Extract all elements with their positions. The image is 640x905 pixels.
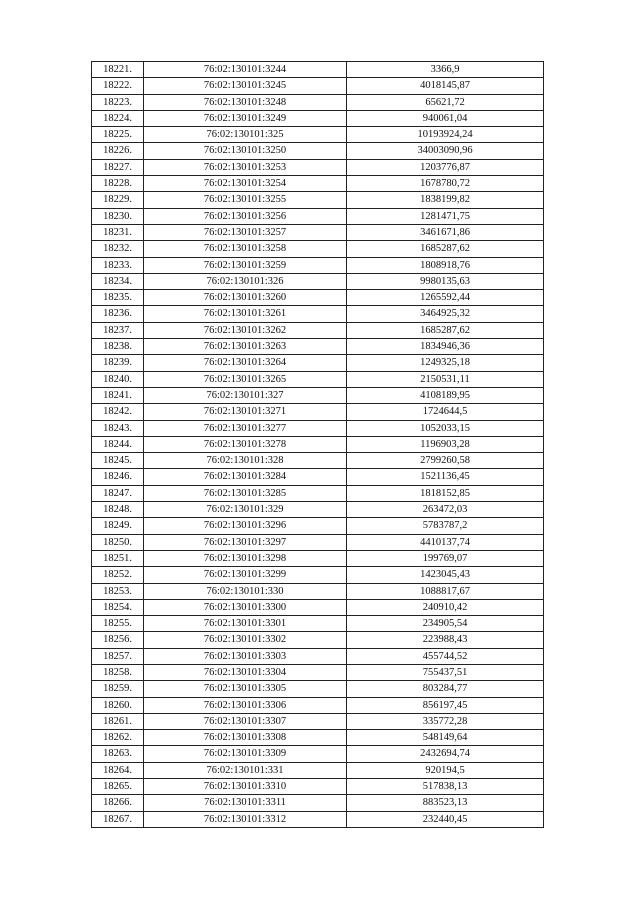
cadastral-number-cell: 76:02:130101:3257 — [144, 224, 347, 240]
cadastral-number-cell: 76:02:130101:3245 — [144, 78, 347, 94]
row-number-cell: 18221. — [92, 62, 144, 78]
cadastral-value-table — [91, 61, 544, 828]
row-number-cell: 18222. — [92, 78, 144, 94]
value-cell: 920194,5 — [347, 762, 544, 778]
cadastral-number-cell: 76:02:130101:3302 — [144, 632, 347, 648]
row-number-cell: 18259. — [92, 681, 144, 697]
value-cell: 940061,04 — [347, 110, 544, 126]
cadastral-number-cell: 76:02:130101:3263 — [144, 339, 347, 355]
value-cell: 1808918,76 — [347, 257, 544, 273]
value-cell: 199769,07 — [347, 550, 544, 566]
row-number-cell: 18242. — [92, 404, 144, 420]
table-row — [92, 290, 544, 306]
value-cell: 1818152,85 — [347, 485, 544, 501]
cadastral-number-cell: 76:02:130101:327 — [144, 387, 347, 403]
table-row — [92, 94, 544, 110]
row-number-cell: 18224. — [92, 110, 144, 126]
table-row — [92, 306, 544, 322]
table-row — [92, 159, 544, 175]
table-row — [92, 697, 544, 713]
table-row — [92, 599, 544, 615]
row-number-cell: 18258. — [92, 664, 144, 680]
table-row — [92, 648, 544, 664]
value-cell: 1724644,5 — [347, 404, 544, 420]
row-number-cell: 18260. — [92, 697, 144, 713]
cadastral-number-cell: 76:02:130101:3250 — [144, 143, 347, 159]
cadastral-number-cell: 76:02:130101:3264 — [144, 355, 347, 371]
cadastral-number-cell: 76:02:130101:3300 — [144, 599, 347, 615]
value-cell: 234905,54 — [347, 616, 544, 632]
table-row — [92, 339, 544, 355]
value-cell: 232440,45 — [347, 811, 544, 827]
table-row — [92, 241, 544, 257]
cadastral-number-cell: 76:02:130101:3262 — [144, 322, 347, 338]
value-cell: 3464925,32 — [347, 306, 544, 322]
table-row — [92, 746, 544, 762]
cadastral-number-cell: 76:02:130101:3249 — [144, 110, 347, 126]
value-cell: 1281471,75 — [347, 208, 544, 224]
row-number-cell: 18254. — [92, 599, 144, 615]
value-cell: 34003090,96 — [347, 143, 544, 159]
value-cell: 263472,03 — [347, 502, 544, 518]
row-number-cell: 18265. — [92, 779, 144, 795]
row-number-cell: 18236. — [92, 306, 144, 322]
cadastral-number-cell: 76:02:130101:3306 — [144, 697, 347, 713]
value-cell: 1203776,87 — [347, 159, 544, 175]
value-cell: 10193924,24 — [347, 127, 544, 143]
value-cell: 1685287,62 — [347, 241, 544, 257]
table-row — [92, 387, 544, 403]
cadastral-number-cell: 76:02:130101:3277 — [144, 420, 347, 436]
row-number-cell: 18223. — [92, 94, 144, 110]
cadastral-number-cell: 76:02:130101:3298 — [144, 550, 347, 566]
value-cell: 2432694,74 — [347, 746, 544, 762]
cadastral-number-cell: 76:02:130101:3305 — [144, 681, 347, 697]
table-row — [92, 176, 544, 192]
table-row — [92, 550, 544, 566]
row-number-cell: 18257. — [92, 648, 144, 664]
cadastral-number-cell: 76:02:130101:3310 — [144, 779, 347, 795]
value-cell: 1052033,15 — [347, 420, 544, 436]
cadastral-number-cell: 76:02:130101:3307 — [144, 713, 347, 729]
row-number-cell: 18248. — [92, 502, 144, 518]
row-number-cell: 18225. — [92, 127, 144, 143]
row-number-cell: 18239. — [92, 355, 144, 371]
cadastral-number-cell: 76:02:130101:328 — [144, 453, 347, 469]
cadastral-number-cell: 76:02:130101:3260 — [144, 290, 347, 306]
row-number-cell: 18243. — [92, 420, 144, 436]
cadastral-number-cell: 76:02:130101:3254 — [144, 176, 347, 192]
table-row — [92, 371, 544, 387]
value-cell: 1521136,45 — [347, 469, 544, 485]
cadastral-number-cell: 76:02:130101:3311 — [144, 795, 347, 811]
table-row — [92, 224, 544, 240]
row-number-cell: 18250. — [92, 534, 144, 550]
row-number-cell: 18227. — [92, 159, 144, 175]
value-cell: 803284,77 — [347, 681, 544, 697]
table-row — [92, 436, 544, 452]
cadastral-number-cell: 76:02:130101:3299 — [144, 567, 347, 583]
cadastral-number-cell: 76:02:130101:329 — [144, 502, 347, 518]
table-row — [92, 567, 544, 583]
row-number-cell: 18263. — [92, 746, 144, 762]
row-number-cell: 18231. — [92, 224, 144, 240]
value-cell: 1088817,67 — [347, 583, 544, 599]
value-cell: 4108189,95 — [347, 387, 544, 403]
table-body — [92, 62, 544, 828]
row-number-cell: 18240. — [92, 371, 144, 387]
value-cell: 4018145,87 — [347, 78, 544, 94]
cadastral-number-cell: 76:02:130101:3308 — [144, 730, 347, 746]
row-number-cell: 18232. — [92, 241, 144, 257]
table-row — [92, 730, 544, 746]
row-number-cell: 18247. — [92, 485, 144, 501]
value-cell: 9980135,63 — [347, 273, 544, 289]
table-row — [92, 257, 544, 273]
cadastral-number-cell: 76:02:130101:3278 — [144, 436, 347, 452]
cadastral-number-cell: 76:02:130101:3285 — [144, 485, 347, 501]
row-number-cell: 18251. — [92, 550, 144, 566]
value-cell: 240910,42 — [347, 599, 544, 615]
cadastral-number-cell: 76:02:130101:3271 — [144, 404, 347, 420]
table-row — [92, 404, 544, 420]
row-number-cell: 18253. — [92, 583, 144, 599]
value-cell: 65621,72 — [347, 94, 544, 110]
row-number-cell: 18266. — [92, 795, 144, 811]
table-row — [92, 811, 544, 827]
value-cell: 517838,13 — [347, 779, 544, 795]
row-number-cell: 18264. — [92, 762, 144, 778]
value-cell: 455744,52 — [347, 648, 544, 664]
cadastral-number-cell: 76:02:130101:3309 — [144, 746, 347, 762]
value-cell: 5783787,2 — [347, 518, 544, 534]
table-row — [92, 469, 544, 485]
table-row — [92, 779, 544, 795]
table-row — [92, 713, 544, 729]
row-number-cell: 18238. — [92, 339, 144, 355]
cadastral-number-cell: 76:02:130101:3253 — [144, 159, 347, 175]
value-cell: 2799260,58 — [347, 453, 544, 469]
value-cell: 223988,43 — [347, 632, 544, 648]
table-row — [92, 485, 544, 501]
cadastral-number-cell: 76:02:130101:331 — [144, 762, 347, 778]
table-row — [92, 110, 544, 126]
table-row — [92, 62, 544, 78]
cadastral-number-cell: 76:02:130101:326 — [144, 273, 347, 289]
row-number-cell: 18267. — [92, 811, 144, 827]
value-cell: 856197,45 — [347, 697, 544, 713]
cadastral-number-cell: 76:02:130101:3255 — [144, 192, 347, 208]
cadastral-number-cell: 76:02:130101:3303 — [144, 648, 347, 664]
table-row — [92, 518, 544, 534]
table-row — [92, 502, 544, 518]
value-cell: 548149,64 — [347, 730, 544, 746]
table-row — [92, 355, 544, 371]
value-cell: 1196903,28 — [347, 436, 544, 452]
row-number-cell: 18228. — [92, 176, 144, 192]
table-row — [92, 322, 544, 338]
row-number-cell: 18226. — [92, 143, 144, 159]
row-number-cell: 18233. — [92, 257, 144, 273]
value-cell: 1685287,62 — [347, 322, 544, 338]
value-cell: 1678780,72 — [347, 176, 544, 192]
cadastral-number-cell: 76:02:130101:3284 — [144, 469, 347, 485]
row-number-cell: 18237. — [92, 322, 144, 338]
cadastral-number-cell: 76:02:130101:3265 — [144, 371, 347, 387]
table-row — [92, 143, 544, 159]
row-number-cell: 18246. — [92, 469, 144, 485]
row-number-cell: 18249. — [92, 518, 144, 534]
table-row — [92, 664, 544, 680]
row-number-cell: 18262. — [92, 730, 144, 746]
value-cell: 2150531,11 — [347, 371, 544, 387]
table-row — [92, 632, 544, 648]
row-number-cell: 18255. — [92, 616, 144, 632]
value-cell: 4410137,74 — [347, 534, 544, 550]
value-cell: 883523,13 — [347, 795, 544, 811]
table-row — [92, 78, 544, 94]
row-number-cell: 18234. — [92, 273, 144, 289]
table-row — [92, 583, 544, 599]
value-cell: 755437,51 — [347, 664, 544, 680]
table-row — [92, 420, 544, 436]
cadastral-number-cell: 76:02:130101:3296 — [144, 518, 347, 534]
cadastral-number-cell: 76:02:130101:3248 — [144, 94, 347, 110]
row-number-cell: 18244. — [92, 436, 144, 452]
row-number-cell: 18245. — [92, 453, 144, 469]
cadastral-number-cell: 76:02:130101:3256 — [144, 208, 347, 224]
table-row — [92, 681, 544, 697]
table-row — [92, 616, 544, 632]
row-number-cell: 18241. — [92, 387, 144, 403]
cadastral-number-cell: 76:02:130101:3312 — [144, 811, 347, 827]
table-row — [92, 127, 544, 143]
row-number-cell: 18261. — [92, 713, 144, 729]
row-number-cell: 18252. — [92, 567, 144, 583]
cadastral-number-cell: 76:02:130101:3259 — [144, 257, 347, 273]
value-cell: 1838199,82 — [347, 192, 544, 208]
table-row — [92, 453, 544, 469]
row-number-cell: 18235. — [92, 290, 144, 306]
value-cell: 1834946,36 — [347, 339, 544, 355]
table-row — [92, 534, 544, 550]
table-row — [92, 273, 544, 289]
cadastral-number-cell: 76:02:130101:3297 — [144, 534, 347, 550]
value-cell: 335772,28 — [347, 713, 544, 729]
value-cell: 1423045,43 — [347, 567, 544, 583]
cadastral-number-cell: 76:02:130101:3301 — [144, 616, 347, 632]
row-number-cell: 18256. — [92, 632, 144, 648]
cadastral-number-cell: 76:02:130101:330 — [144, 583, 347, 599]
table-row — [92, 762, 544, 778]
cadastral-number-cell: 76:02:130101:325 — [144, 127, 347, 143]
row-number-cell: 18230. — [92, 208, 144, 224]
cadastral-number-cell: 76:02:130101:3258 — [144, 241, 347, 257]
value-cell: 1265592,44 — [347, 290, 544, 306]
value-cell: 3366,9 — [347, 62, 544, 78]
table-row — [92, 192, 544, 208]
table-row — [92, 795, 544, 811]
row-number-cell: 18229. — [92, 192, 144, 208]
cadastral-number-cell: 76:02:130101:3261 — [144, 306, 347, 322]
cadastral-number-cell: 76:02:130101:3304 — [144, 664, 347, 680]
table-row — [92, 208, 544, 224]
cadastral-number-cell: 76:02:130101:3244 — [144, 62, 347, 78]
value-cell: 1249325,18 — [347, 355, 544, 371]
value-cell: 3461671,86 — [347, 224, 544, 240]
